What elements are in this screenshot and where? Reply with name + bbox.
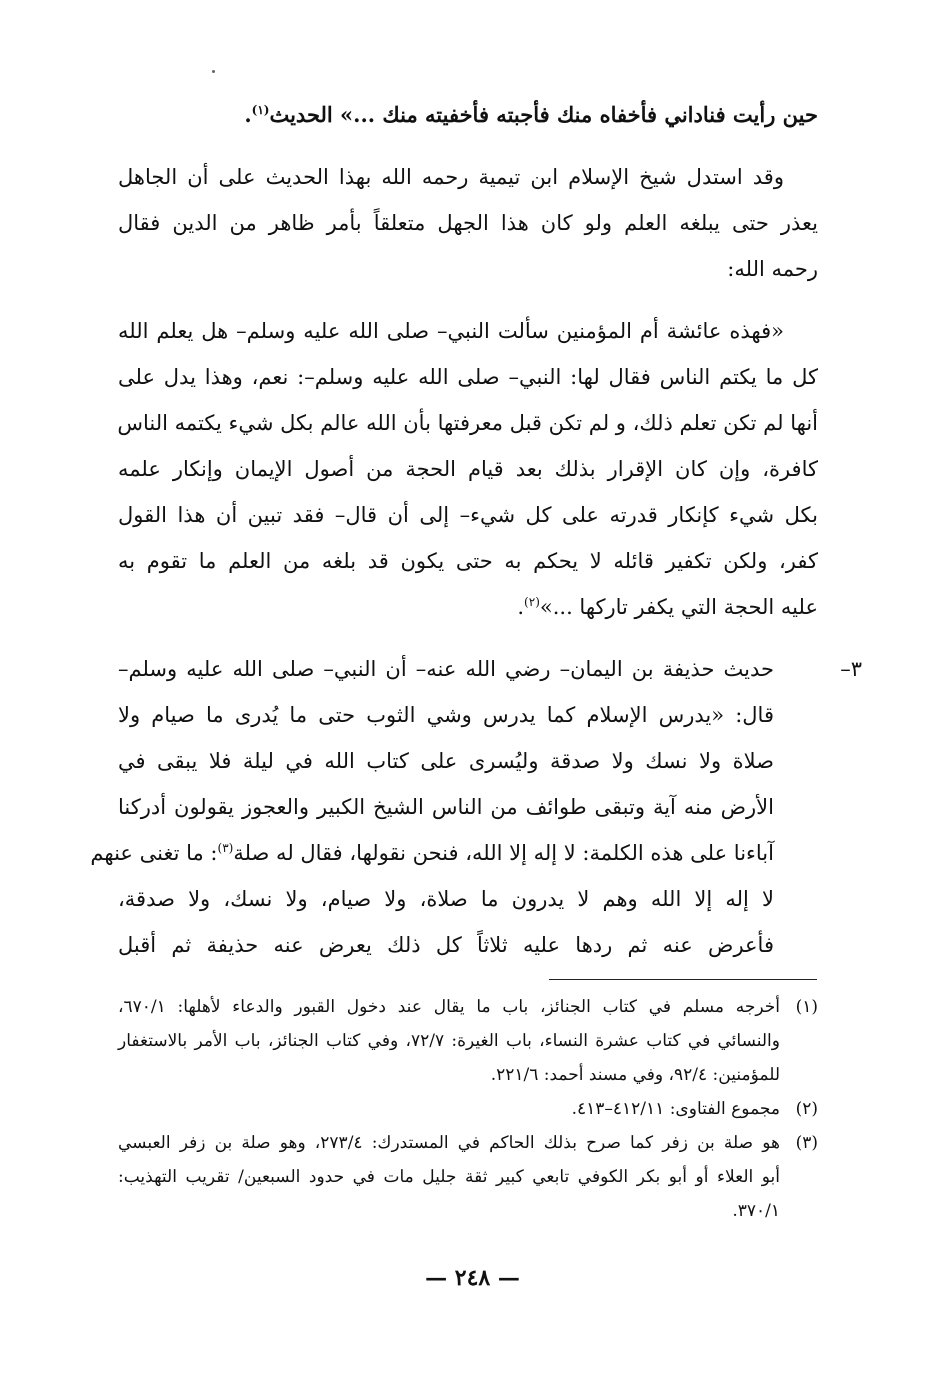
- page-number: — ٢٤٨ —: [425, 1265, 520, 1291]
- quote-line: «فهذه عائشة أم المؤمنين سألت النبي– صلى الله عليه وسلم– هل يعلم الله: [118, 319, 784, 343]
- quote-line: كافرة، وإن كان الإقرار بذلك بعد قيام الحجة من أصول الإيمان وإنكار علمه: [118, 457, 818, 481]
- footnote-number: (٢): [795, 1099, 818, 1119]
- footnote-number: (١): [795, 997, 818, 1017]
- footnote-line: أبو العلاء أو أبو بكر الكوفي تابعي كبير ثقة جليل مات في حدود السبعين/ تقريب التهذيب:: [118, 1167, 780, 1187]
- quote-line: عليه الحجة التي يكفر تاركها ...»$^{(٢)}$.: [517, 595, 818, 619]
- para1-line: وقد استدل شيخ الإسلام ابن تيمية رحمه الله بهذا الحديث على أن الجاهل: [118, 165, 784, 189]
- para1-line: رحمه الله:: [727, 257, 818, 281]
- footnote-separator: [549, 979, 817, 980]
- quote-line: أنها لم تكن تعلم ذلك، و لم تكن قبل معرفتها بأن الله عالم بكل شيء يكتمه الناس: [117, 411, 818, 435]
- item3-line: [90, 830, 818, 876]
- item3-line: لا إله إلا الله وهم لا يدرون ما صلاة، ولا صيام، ولا نسك، ولا صدقة،: [118, 887, 774, 911]
- footnote-ref-1: (١): [251, 103, 270, 117]
- para1-line: يعذر حتى يبلغه العلم ولو كان هذا الجهل متعلقاً بأمر ظاهر من الدين فقال: [118, 211, 818, 235]
- item3-line: صلاة ولا نسك ولا صدقة وليُسرى على كتاب الله في ليلة فلا يبقى في: [118, 749, 774, 773]
- quote-last-text: عليه الحجة التي يكفر تاركها ...»: [539, 595, 818, 619]
- footnote-line: والنسائي في كتاب عشرة النساء، باب الغيرة: ٧٢/٧، وفي كتاب الجنائز، باب الأمر بالاستغفار: [118, 1031, 780, 1051]
- item3-line: [118, 646, 862, 692]
- item3-text: : ما تغنى عنهم: [90, 841, 218, 865]
- footnote-line: للمؤمنين: ٩٢/٤، وفي مسند أحمد: ٢٢١/٦.: [490, 1065, 780, 1085]
- footnote-text: أخرجه مسلم في كتاب الجنائز، باب ما يقال عند دخول القبور والدعاء لأهلها: ٦٧٠/١،: [118, 997, 780, 1017]
- footnote-line: [118, 1126, 818, 1160]
- footnote-number: (٣): [795, 1133, 818, 1153]
- opening-line: حين رأيت فناداني فأخفاه منك فأجبته فأخفيته منك ...» الحديث$^{(١)}$.: [244, 102, 818, 127]
- quote-line: كفر، ولكن تكفير قائله لا يحكم به حتى يكون قد بلغه من العلم ما تقوم به: [118, 549, 818, 573]
- item3-line: قال: «يدرس الإسلام كما يدرس وشي الثوب حتى ما يُدرى ما صيام ولا: [118, 703, 774, 727]
- opening-line-text: حين رأيت فناداني فأخفاه منك فأجبته فأخفيته منك ...» الحديث: [269, 102, 818, 127]
- scan-speck: [212, 70, 215, 73]
- footnote-text: مجموع الفتاوى: ٤١٢/١١–٤١٣.: [571, 1099, 780, 1119]
- footnote-ref-2: (٢): [524, 595, 540, 609]
- footnote-ref-3: (٣): [217, 841, 234, 855]
- item3-line: فأعرض عنه ثم ردها عليه ثلاثاً كل ذلك يعرض عنه حذيفة ثم أقبل: [118, 933, 774, 957]
- footnote-line: [118, 1092, 818, 1126]
- footnote-line: ٣٧٠/١.: [732, 1201, 780, 1221]
- item3-text: حديث حذيفة بن اليمان– رضي الله عنه– أن النبي– صلى الله عليه وسلم–: [118, 657, 774, 681]
- footnote-text: هو صلة بن زفر كما صرح بذلك الحاكم في المستدرك: ٢٧٣/٤، وهو صلة بن زفر العبسي: [118, 1133, 780, 1153]
- item3-text: آباءنا على هذه الكلمة: لا إله إلا الله، فنحن نقولها، فقال له صلة: [233, 841, 774, 865]
- quote-line: كل ما يكتم الناس فقال لها: النبي– صلى الله عليه وسلم–: نعم، وهذا يدل على: [118, 365, 818, 389]
- footnotes: [118, 990, 818, 1228]
- list-number: ٣–: [840, 657, 862, 681]
- quote-line: بكل شيء كإنكار قدرته على كل شيء– إلى أن قال– فقد تبين أن هذا القول: [118, 503, 818, 527]
- item3-line: الأرض منه آية وتبقى طوائف من الناس الشيخ الكبير والعجوز يقولون أدركنا: [118, 795, 774, 819]
- main-text: [90, 92, 862, 968]
- footnote-line: [118, 990, 818, 1024]
